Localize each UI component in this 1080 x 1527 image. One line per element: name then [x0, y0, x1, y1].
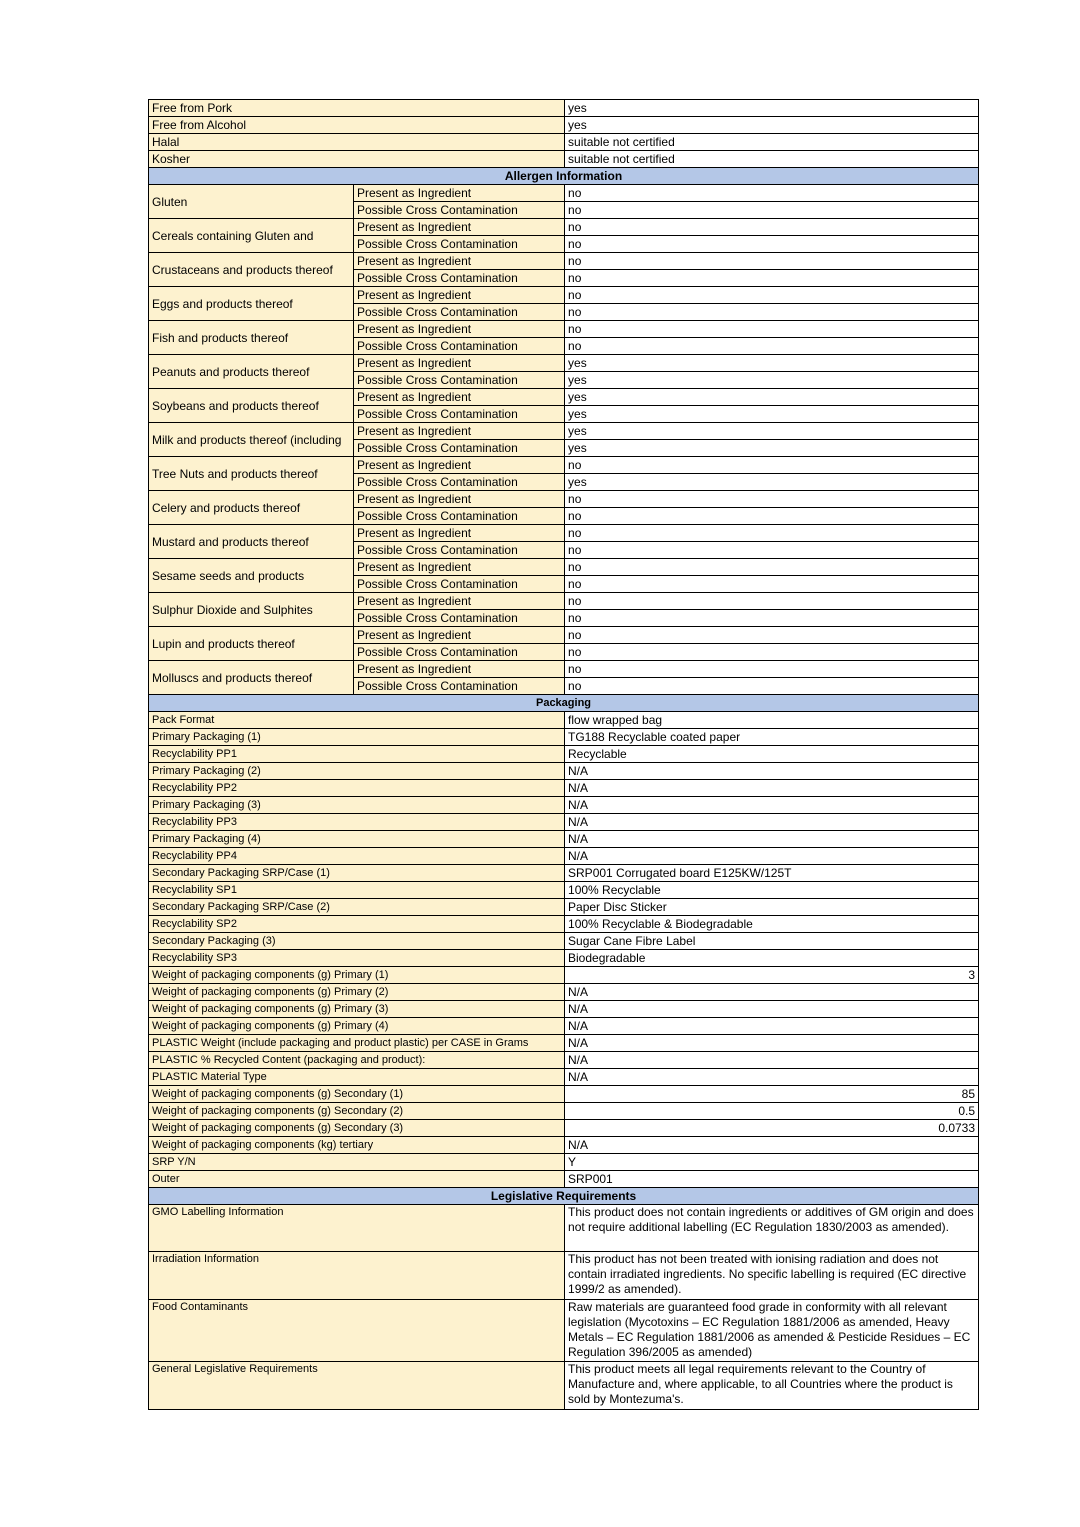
row-value: Biodegradable: [565, 950, 979, 967]
allergen-name: Eggs and products thereof: [149, 287, 354, 321]
row-value: N/A: [565, 814, 979, 831]
row-label: Primary Packaging (4): [149, 831, 565, 848]
cross-value: no: [565, 644, 979, 661]
allergen-row: [149, 457, 979, 474]
cross-value: no: [565, 576, 979, 593]
table-row: [149, 967, 979, 984]
cross-value: yes: [565, 406, 979, 423]
allergen-name: Sesame seeds and products: [149, 559, 354, 593]
table-row: [149, 797, 979, 814]
row-value: 3: [565, 967, 979, 984]
present-label: Present as Ingredient: [354, 559, 565, 576]
present-value: no: [565, 253, 979, 270]
allergen-name: Lupin and products thereof: [149, 627, 354, 661]
legislative-heading: Legislative Requirements: [149, 1188, 979, 1205]
cross-label: Possible Cross Contamination: [354, 474, 565, 491]
present-value: yes: [565, 389, 979, 406]
cross-label: Possible Cross Contamination: [354, 304, 565, 321]
allergen-row: [149, 355, 979, 372]
cross-label: Possible Cross Contamination: [354, 542, 565, 559]
table-row: [149, 1120, 979, 1137]
present-label: Present as Ingredient: [354, 321, 565, 338]
table-row: [149, 1300, 979, 1362]
table-row: [149, 1171, 979, 1188]
row-label: Weight of packaging components (g) Primary (2): [149, 984, 565, 1001]
row-value: N/A: [565, 1035, 979, 1052]
allergen-name: Gluten: [149, 185, 354, 219]
present-label: Present as Ingredient: [354, 457, 565, 474]
row-label: Recyclability PP3: [149, 814, 565, 831]
allergen-name: Crustaceans and products thereof: [149, 253, 354, 287]
table-row: [149, 831, 979, 848]
table-row: [149, 729, 979, 746]
allergen-heading: Allergen Information: [149, 168, 979, 185]
table-row: [149, 865, 979, 882]
row-label: Recyclability SP1: [149, 882, 565, 899]
allergen-row: [149, 423, 979, 440]
row-label: Recyclability SP3: [149, 950, 565, 967]
present-label: Present as Ingredient: [354, 491, 565, 508]
table-row: [149, 916, 979, 933]
allergen-name: Tree Nuts and products thereof: [149, 457, 354, 491]
table-row: [149, 1035, 979, 1052]
table-row: [149, 100, 979, 117]
table-row: [149, 984, 979, 1001]
present-value: no: [565, 559, 979, 576]
cross-value: no: [565, 678, 979, 695]
table-row: [149, 882, 979, 899]
table-row: [149, 746, 979, 763]
table-row: [149, 712, 979, 729]
cross-value: no: [565, 236, 979, 253]
present-value: no: [565, 593, 979, 610]
section-header: [149, 695, 979, 712]
cross-value: yes: [565, 474, 979, 491]
row-label: Food Contaminants: [149, 1300, 565, 1362]
table-row: [149, 814, 979, 831]
table-row: [149, 1362, 979, 1410]
row-value: 100% Recyclable & Biodegradable: [565, 916, 979, 933]
row-label: Kosher: [149, 151, 565, 168]
row-label: Weight of packaging components (g) Primary (3): [149, 1001, 565, 1018]
spec-table-body: [149, 100, 979, 1410]
row-label: Recyclability PP1: [149, 746, 565, 763]
row-label: Recyclability PP2: [149, 780, 565, 797]
row-value: Raw materials are guaranteed food grade in conformity with all relevant legislation (Mycotoxins – EC Regulation 1881/2006 as amended, Heavy Metals – EC Regulation 1881/2006 as amended & Pesticide Residues – EC Regulation 396/2005 as amended): [565, 1300, 979, 1362]
cross-value: no: [565, 202, 979, 219]
present-label: Present as Ingredient: [354, 253, 565, 270]
row-value: Sugar Cane Fibre Label: [565, 933, 979, 950]
allergen-row: [149, 627, 979, 644]
present-label: Present as Ingredient: [354, 355, 565, 372]
present-value: yes: [565, 355, 979, 372]
row-label: Secondary Packaging SRP/Case (2): [149, 899, 565, 916]
allergen-name: Milk and products thereof (including: [149, 423, 354, 457]
table-row: [149, 1252, 979, 1300]
table-row: [149, 933, 979, 950]
table-row: [149, 1103, 979, 1120]
table-row: [149, 1086, 979, 1103]
present-value: yes: [565, 423, 979, 440]
cross-value: yes: [565, 372, 979, 389]
cross-label: Possible Cross Contamination: [354, 610, 565, 627]
table-row: [149, 1001, 979, 1018]
present-label: Present as Ingredient: [354, 219, 565, 236]
table-row: [149, 1137, 979, 1154]
packaging-heading: Packaging: [149, 695, 979, 712]
row-value: Recyclable: [565, 746, 979, 763]
allergen-row: [149, 525, 979, 542]
present-value: no: [565, 525, 979, 542]
allergen-row: [149, 491, 979, 508]
allergen-row: [149, 185, 979, 202]
table-row: [149, 950, 979, 967]
row-label: Free from Alcohol: [149, 117, 565, 134]
row-value: suitable not certified: [565, 134, 979, 151]
row-value: Paper Disc Sticker: [565, 899, 979, 916]
row-value: 0.5: [565, 1103, 979, 1120]
allergen-name: Peanuts and products thereof: [149, 355, 354, 389]
row-label: Weight of packaging components (g) Secondary (2): [149, 1103, 565, 1120]
row-label: PLASTIC Material Type: [149, 1069, 565, 1086]
cross-label: Possible Cross Contamination: [354, 270, 565, 287]
row-label: Primary Packaging (1): [149, 729, 565, 746]
row-label: Weight of packaging components (g) Primary (1): [149, 967, 565, 984]
allergen-row: [149, 661, 979, 678]
row-value: N/A: [565, 831, 979, 848]
cross-label: Possible Cross Contamination: [354, 678, 565, 695]
row-label: Weight of packaging components (g) Primary (4): [149, 1018, 565, 1035]
row-value: This product meets all legal requirements relevant to the Country of Manufacture and, where applicable, to all Countries where the product is sold by Montezuma's.: [565, 1362, 979, 1410]
table-row: [149, 899, 979, 916]
row-label: Secondary Packaging SRP/Case (1): [149, 865, 565, 882]
present-label: Present as Ingredient: [354, 287, 565, 304]
section-header: [149, 168, 979, 185]
cross-value: no: [565, 542, 979, 559]
row-value: suitable not certified: [565, 151, 979, 168]
allergen-name: Celery and products thereof: [149, 491, 354, 525]
cross-value: no: [565, 610, 979, 627]
present-label: Present as Ingredient: [354, 185, 565, 202]
row-label: GMO Labelling Information: [149, 1205, 565, 1252]
cross-value: no: [565, 270, 979, 287]
table-row: [149, 117, 979, 134]
allergen-row: [149, 559, 979, 576]
allergen-row: [149, 593, 979, 610]
cross-label: Possible Cross Contamination: [354, 202, 565, 219]
table-row: [149, 151, 979, 168]
cross-label: Possible Cross Contamination: [354, 576, 565, 593]
present-value: no: [565, 219, 979, 236]
row-value: flow wrapped bag: [565, 712, 979, 729]
present-label: Present as Ingredient: [354, 423, 565, 440]
allergen-row: [149, 219, 979, 236]
cross-label: Possible Cross Contamination: [354, 338, 565, 355]
table-row: [149, 1018, 979, 1035]
present-label: Present as Ingredient: [354, 525, 565, 542]
row-value: 0.0733: [565, 1120, 979, 1137]
row-value: SRP001: [565, 1171, 979, 1188]
row-value: N/A: [565, 1069, 979, 1086]
table-row: [149, 1154, 979, 1171]
present-value: no: [565, 457, 979, 474]
row-label: PLASTIC % Recycled Content (packaging and product):: [149, 1052, 565, 1069]
row-label: Halal: [149, 134, 565, 151]
present-label: Present as Ingredient: [354, 627, 565, 644]
row-value: N/A: [565, 984, 979, 1001]
present-value: no: [565, 491, 979, 508]
table-row: [149, 1052, 979, 1069]
row-label: Irradiation Information: [149, 1252, 565, 1300]
allergen-name: Cereals containing Gluten and: [149, 219, 354, 253]
row-label: Secondary Packaging (3): [149, 933, 565, 950]
row-value: yes: [565, 117, 979, 134]
cross-label: Possible Cross Contamination: [354, 406, 565, 423]
row-value: N/A: [565, 1137, 979, 1154]
present-value: no: [565, 185, 979, 202]
allergen-row: [149, 253, 979, 270]
allergen-row: [149, 321, 979, 338]
row-label: Primary Packaging (3): [149, 797, 565, 814]
row-value: N/A: [565, 1018, 979, 1035]
spec-table: [148, 99, 979, 1410]
cross-label: Possible Cross Contamination: [354, 372, 565, 389]
table-row: [149, 134, 979, 151]
table-row: [149, 763, 979, 780]
row-value: This product does not contain ingredients or additives of GM origin and does not require additional labelling (EC Regulation 1830/2003 as amended).: [565, 1205, 979, 1252]
row-value: N/A: [565, 1001, 979, 1018]
cross-label: Possible Cross Contamination: [354, 440, 565, 457]
table-row: [149, 1069, 979, 1086]
row-value: Y: [565, 1154, 979, 1171]
row-label: Free from Pork: [149, 100, 565, 117]
allergen-name: Fish and products thereof: [149, 321, 354, 355]
row-label: Weight of packaging components (g) Secondary (1): [149, 1086, 565, 1103]
present-label: Present as Ingredient: [354, 389, 565, 406]
row-value: N/A: [565, 763, 979, 780]
row-value: N/A: [565, 797, 979, 814]
row-label: Recyclability SP2: [149, 916, 565, 933]
row-label: Pack Format: [149, 712, 565, 729]
present-label: Present as Ingredient: [354, 661, 565, 678]
present-value: no: [565, 627, 979, 644]
table-row: [149, 780, 979, 797]
row-label: Outer: [149, 1171, 565, 1188]
allergen-name: Soybeans and products thereof: [149, 389, 354, 423]
row-label: Recyclability PP4: [149, 848, 565, 865]
row-value: SRP001 Corrugated board E125KW/125T: [565, 865, 979, 882]
allergen-name: Mustard and products thereof: [149, 525, 354, 559]
present-value: no: [565, 661, 979, 678]
allergen-row: [149, 287, 979, 304]
row-value: 100% Recyclable: [565, 882, 979, 899]
row-value: N/A: [565, 1052, 979, 1069]
allergen-name: Sulphur Dioxide and Sulphites: [149, 593, 354, 627]
row-label: Weight of packaging components (g) Secondary (3): [149, 1120, 565, 1137]
cross-value: no: [565, 508, 979, 525]
cross-label: Possible Cross Contamination: [354, 644, 565, 661]
row-label: Weight of packaging components (kg) tertiary: [149, 1137, 565, 1154]
table-row: [149, 1205, 979, 1252]
allergen-name: Molluscs and products thereof: [149, 661, 354, 695]
cross-value: no: [565, 304, 979, 321]
row-value: N/A: [565, 848, 979, 865]
row-label: General Legislative Requirements: [149, 1362, 565, 1410]
present-value: no: [565, 287, 979, 304]
cross-value: no: [565, 338, 979, 355]
cross-label: Possible Cross Contamination: [354, 236, 565, 253]
cross-label: Possible Cross Contamination: [354, 508, 565, 525]
row-value: N/A: [565, 780, 979, 797]
present-value: no: [565, 321, 979, 338]
row-label: PLASTIC Weight (include packaging and product plastic) per CASE in Grams: [149, 1035, 565, 1052]
row-value: yes: [565, 100, 979, 117]
present-label: Present as Ingredient: [354, 593, 565, 610]
cross-value: yes: [565, 440, 979, 457]
row-label: Primary Packaging (2): [149, 763, 565, 780]
row-value: 85: [565, 1086, 979, 1103]
row-value: This product has not been treated with ionising radiation and does not contain irradiated ingredients. No specific labelling is required (EC directive 1999/2 as amended).: [565, 1252, 979, 1300]
row-label: SRP Y/N: [149, 1154, 565, 1171]
section-header: [149, 1188, 979, 1205]
table-row: [149, 848, 979, 865]
row-value: TG188 Recyclable coated paper: [565, 729, 979, 746]
allergen-row: [149, 389, 979, 406]
